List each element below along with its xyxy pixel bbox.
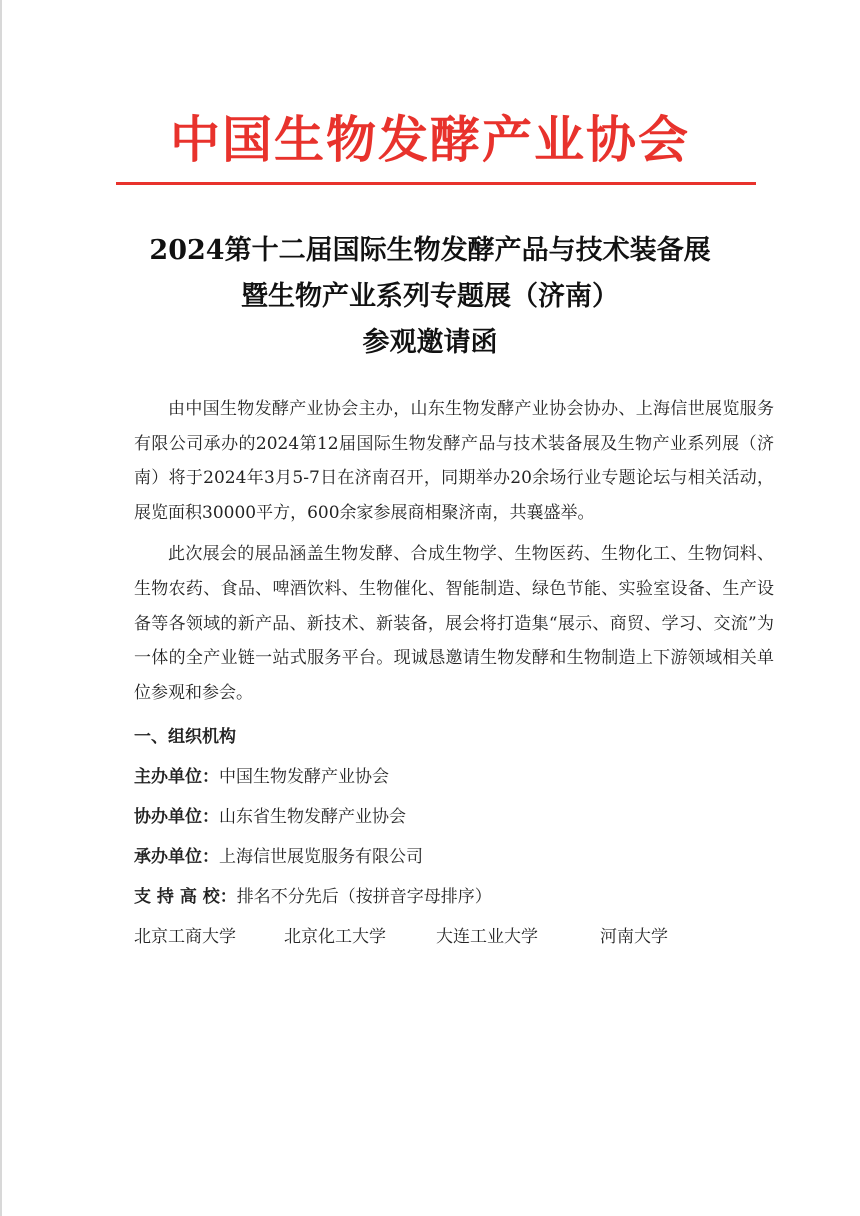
document-body xyxy=(134,392,774,957)
organization-header: 中国生物发酵产业协会 xyxy=(170,110,690,169)
support-row xyxy=(134,877,774,917)
host-value: 中国生物发酵产业协会 xyxy=(219,767,389,788)
page-edge xyxy=(0,0,2,1216)
header-divider xyxy=(116,182,756,185)
intro-paragraph: 由中国生物发酵产业协会主办，山东生物发酵产业协会协办、上海信世展览服务有限公司承办的2024第12届国际生物发酵产品与技术装备展及生物产业系列展（济南）将于2024年3月5-7日在济南召开，同期举办20余场行业专题论坛与相关活动，展览面积30000平方，600余家参展商相聚济南，共襄盛举。 xyxy=(134,399,774,523)
organizer-value: 上海信世展览服务有限公司 xyxy=(219,847,423,868)
title-line-3: 参观邀请函 xyxy=(362,327,498,358)
university-list xyxy=(134,917,774,957)
co-organizer-label: 协办单位： xyxy=(134,807,219,828)
organizer-row xyxy=(134,837,774,877)
title-line-2: 暨生物产业系列专题展（济南） xyxy=(241,281,619,312)
co-organizer-row xyxy=(134,797,774,837)
support-label: 支 持 高 校： xyxy=(134,887,237,908)
organizer-label: 承办单位： xyxy=(134,847,219,868)
title-line-1: 2024第十二届国际生物发酵产品与技术装备展 xyxy=(149,235,711,266)
university-item: 河南大学 xyxy=(600,927,668,948)
university-item: 北京化工大学 xyxy=(284,927,386,948)
university-item: 北京工商大学 xyxy=(134,927,236,948)
host-row xyxy=(134,757,774,797)
support-value: 排名不分先后（按拼音字母排序） xyxy=(236,887,492,908)
host-label: 主办单位： xyxy=(134,767,219,788)
document-title xyxy=(0,228,860,366)
university-item: 大连工业大学 xyxy=(436,927,538,948)
co-organizer-value: 山东省生物发酵产业协会 xyxy=(219,807,406,828)
exhibits-paragraph: 此次展会的展品涵盖生物发酵、合成生物学、生物医药、生物化工、生物饲料、生物农药、食品、啤酒饮料、生物催化、智能制造、绿色节能、实验室设备、生产设备等各领域的新产品、新技术、新装备，展会将打造集“展示、商贸、学习、交流”为一体的全产业链一站式服务平台。现诚恳邀请生物发酵和生物制造上下游领域相关单位参观和参会。 xyxy=(134,544,774,703)
section-heading-organization: 一、组织机构 xyxy=(134,727,236,748)
